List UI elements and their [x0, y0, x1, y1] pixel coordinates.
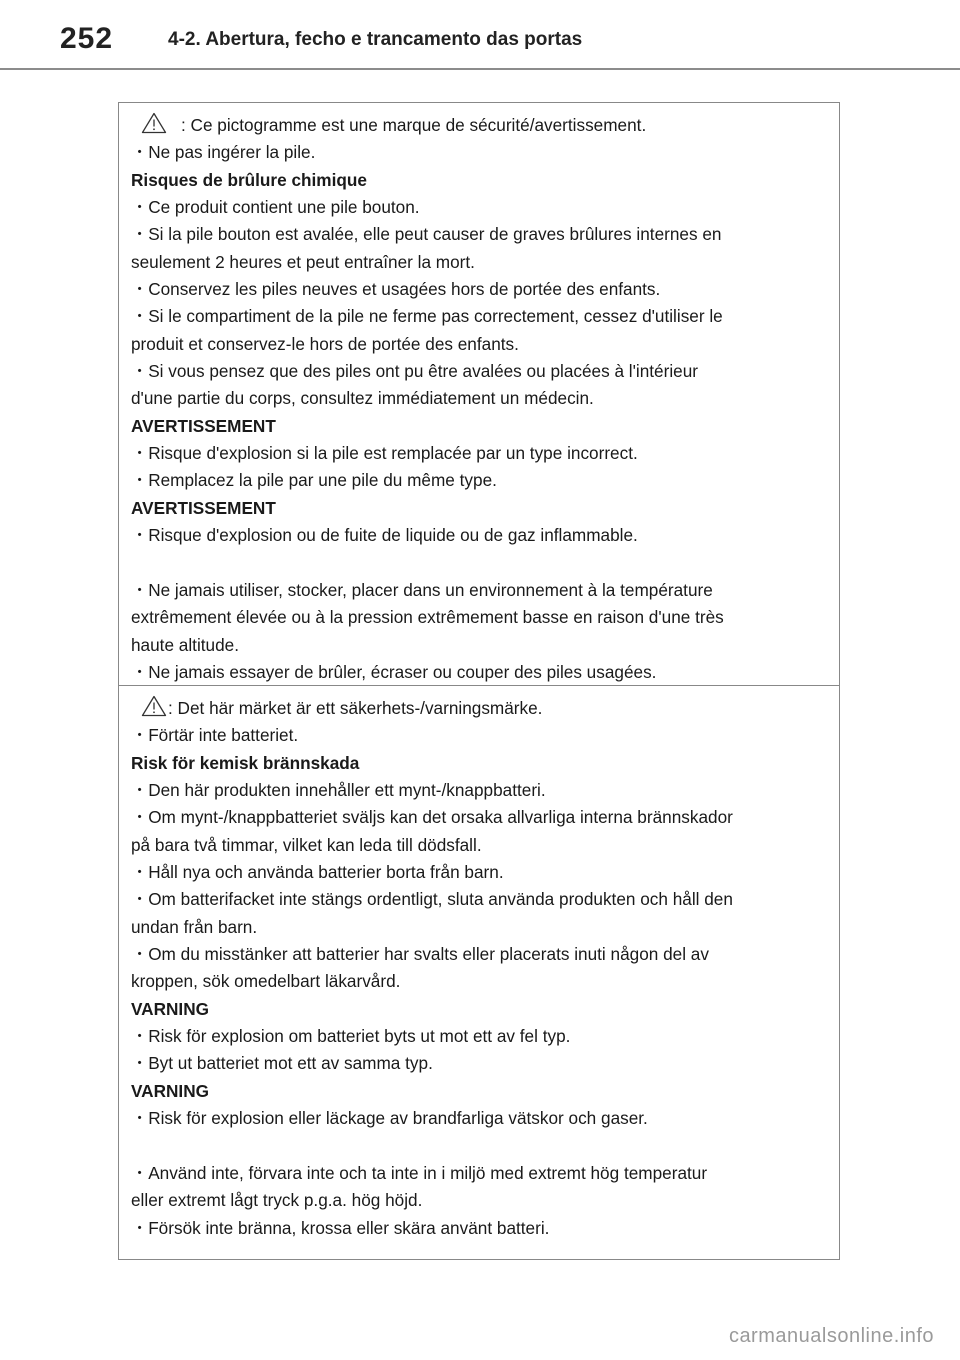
warning-symbol-line: [131, 695, 827, 722]
line-text: ・Si le compartiment de la pile ne ferme pas correctement, cessez d'utiliser le: [131, 306, 723, 327]
warning-line: [131, 522, 827, 549]
warning-symbol-line: [131, 112, 827, 139]
warning-line: [131, 859, 827, 886]
warning-line: [131, 385, 827, 412]
line-text: Risques de brûlure chimique: [131, 169, 367, 190]
line-text: eller extremt lågt tryck p.g.a. hög höjd.: [131, 1190, 423, 1211]
warning-line: [131, 1050, 827, 1077]
warning-heading: [131, 996, 827, 1023]
warning-line: [131, 886, 827, 913]
warning-line: [131, 221, 827, 248]
warning-line: [131, 1187, 827, 1214]
line-text: ・Risque d'explosion si la pile est remplacée par un type incorrect.: [131, 443, 638, 464]
warning-line: [131, 276, 827, 303]
warning-line: [131, 577, 827, 604]
warning-line: [131, 777, 827, 804]
line-text: ・Försök inte bränna, krossa eller skära använt batteri.: [131, 1217, 550, 1238]
warning-line: [131, 1215, 827, 1242]
line-text: produit et conservez-le hors de portée des enfants.: [131, 333, 519, 354]
line-text: ・Använd inte, förvara inte och ta inte in i miljö med extremt hög temperatur: [131, 1162, 708, 1183]
warning-line: [131, 303, 827, 330]
line-text: kroppen, sök omedelbart läkarvård.: [131, 971, 401, 992]
line-text: ・Risk för explosion om batteriet byts ut mot ett av fel typ.: [131, 1026, 571, 1047]
warning-line: [131, 832, 827, 859]
line-text: ・Förtär inte batteriet.: [131, 725, 299, 746]
warning-line: [131, 722, 827, 749]
line-text: d'une partie du corps, consultez immédiatement un médecin.: [131, 388, 594, 409]
line-text: ・Risque d'explosion ou de fuite de liquide ou de gaz inflammable.: [131, 525, 638, 546]
warning-heading: [131, 1078, 827, 1105]
line-text: ・Risk för explosion eller läckage av brandfarliga vätskor och gaser.: [131, 1108, 648, 1129]
warning-line: [131, 968, 827, 995]
warning-heading: [131, 750, 827, 777]
warning-line: [131, 1023, 827, 1050]
warning-line: [131, 941, 827, 968]
line-text: AVERTISSEMENT: [131, 415, 276, 436]
line-text: : Ce pictogramme est une marque de sécurité/avertissement.: [181, 115, 647, 135]
line-text: ・Ne jamais utiliser, stocker, placer dans un environnement à la température: [131, 579, 713, 600]
warning-line: [131, 358, 827, 385]
swedish-warning-box: [118, 685, 840, 1260]
line-text: extrêmement élevée ou à la pression extrêmement basse en raison d'une très: [131, 607, 724, 628]
line-text: haute altitude.: [131, 634, 239, 655]
paragraph-gap: [131, 1133, 827, 1160]
section-title: 4-2. Abertura, fecho e trancamento das portas: [168, 29, 583, 50]
line-text: VARNING: [131, 1080, 209, 1101]
line-text: : Det här märket är ett säkerhets-/varningsmärke.: [168, 698, 543, 718]
warning-line: [131, 604, 827, 631]
page-number: 252: [60, 22, 114, 55]
line-text: VARNING: [131, 998, 209, 1019]
warning-line: [131, 194, 827, 221]
warning-line: [131, 632, 827, 659]
line-text: ・Conservez les piles neuves et usagées hors de portée des enfants.: [131, 279, 661, 300]
line-text: ・Si vous pensez que des piles ont pu être avalées ou placées à l'intérieur: [131, 361, 698, 382]
warning-line: [131, 331, 827, 358]
warning-line: [131, 467, 827, 494]
line-text: undan från barn.: [131, 916, 258, 937]
line-text: ・Byt ut batteriet mot ett av samma typ.: [131, 1053, 433, 1074]
line-text: ・Om mynt-/knappbatteriet sväljs kan det orsaka allvarliga interna brännskador: [131, 807, 733, 828]
warning-line: [131, 440, 827, 467]
line-text: seulement 2 heures et peut entraîner la mort.: [131, 251, 475, 272]
warning-heading: [131, 167, 827, 194]
line-text: Risk för kemisk brännskada: [131, 752, 360, 773]
line-text: ・Om du misstänker att batterier har svalts eller placerats inuti någon del av: [131, 944, 709, 965]
warning-line: [131, 659, 827, 686]
warning-line: [131, 139, 827, 166]
warning-line: [131, 804, 827, 831]
line-text: ・Ce produit contient une pile bouton.: [131, 197, 420, 218]
warning-triangle-icon: [141, 112, 167, 134]
line-text: ・Den här produkten innehåller ett mynt-/knappbatteri.: [131, 780, 546, 801]
french-warning-box: [118, 102, 840, 686]
warning-line: [131, 249, 827, 276]
page-header: [0, 0, 960, 70]
watermark: carmanualsonline.info: [728, 1325, 934, 1347]
line-text: AVERTISSEMENT: [131, 497, 276, 518]
line-text: ・Om batterifacket inte stängs ordentligt, sluta använda produkten och håll den: [131, 889, 733, 910]
line-text: ・Håll nya och använda batterier borta från barn.: [131, 862, 504, 883]
line-text: ・Ne pas ingérer la pile.: [131, 142, 316, 163]
warning-heading: [131, 413, 827, 440]
line-text: på bara två timmar, vilket kan leda till dödsfall.: [131, 834, 482, 855]
warning-line: [131, 914, 827, 941]
warning-heading: [131, 495, 827, 522]
line-text: ・Si la pile bouton est avalée, elle peut causer de graves brûlures internes en: [131, 224, 722, 245]
line-text: ・Ne jamais essayer de brûler, écraser ou couper des piles usagées.: [131, 661, 657, 682]
line-text: ・Remplacez la pile par une pile du même type.: [131, 470, 497, 491]
paragraph-gap: [131, 550, 827, 577]
warning-line: [131, 1160, 827, 1187]
warning-triangle-icon: [141, 695, 167, 717]
warning-line: [131, 1105, 827, 1132]
